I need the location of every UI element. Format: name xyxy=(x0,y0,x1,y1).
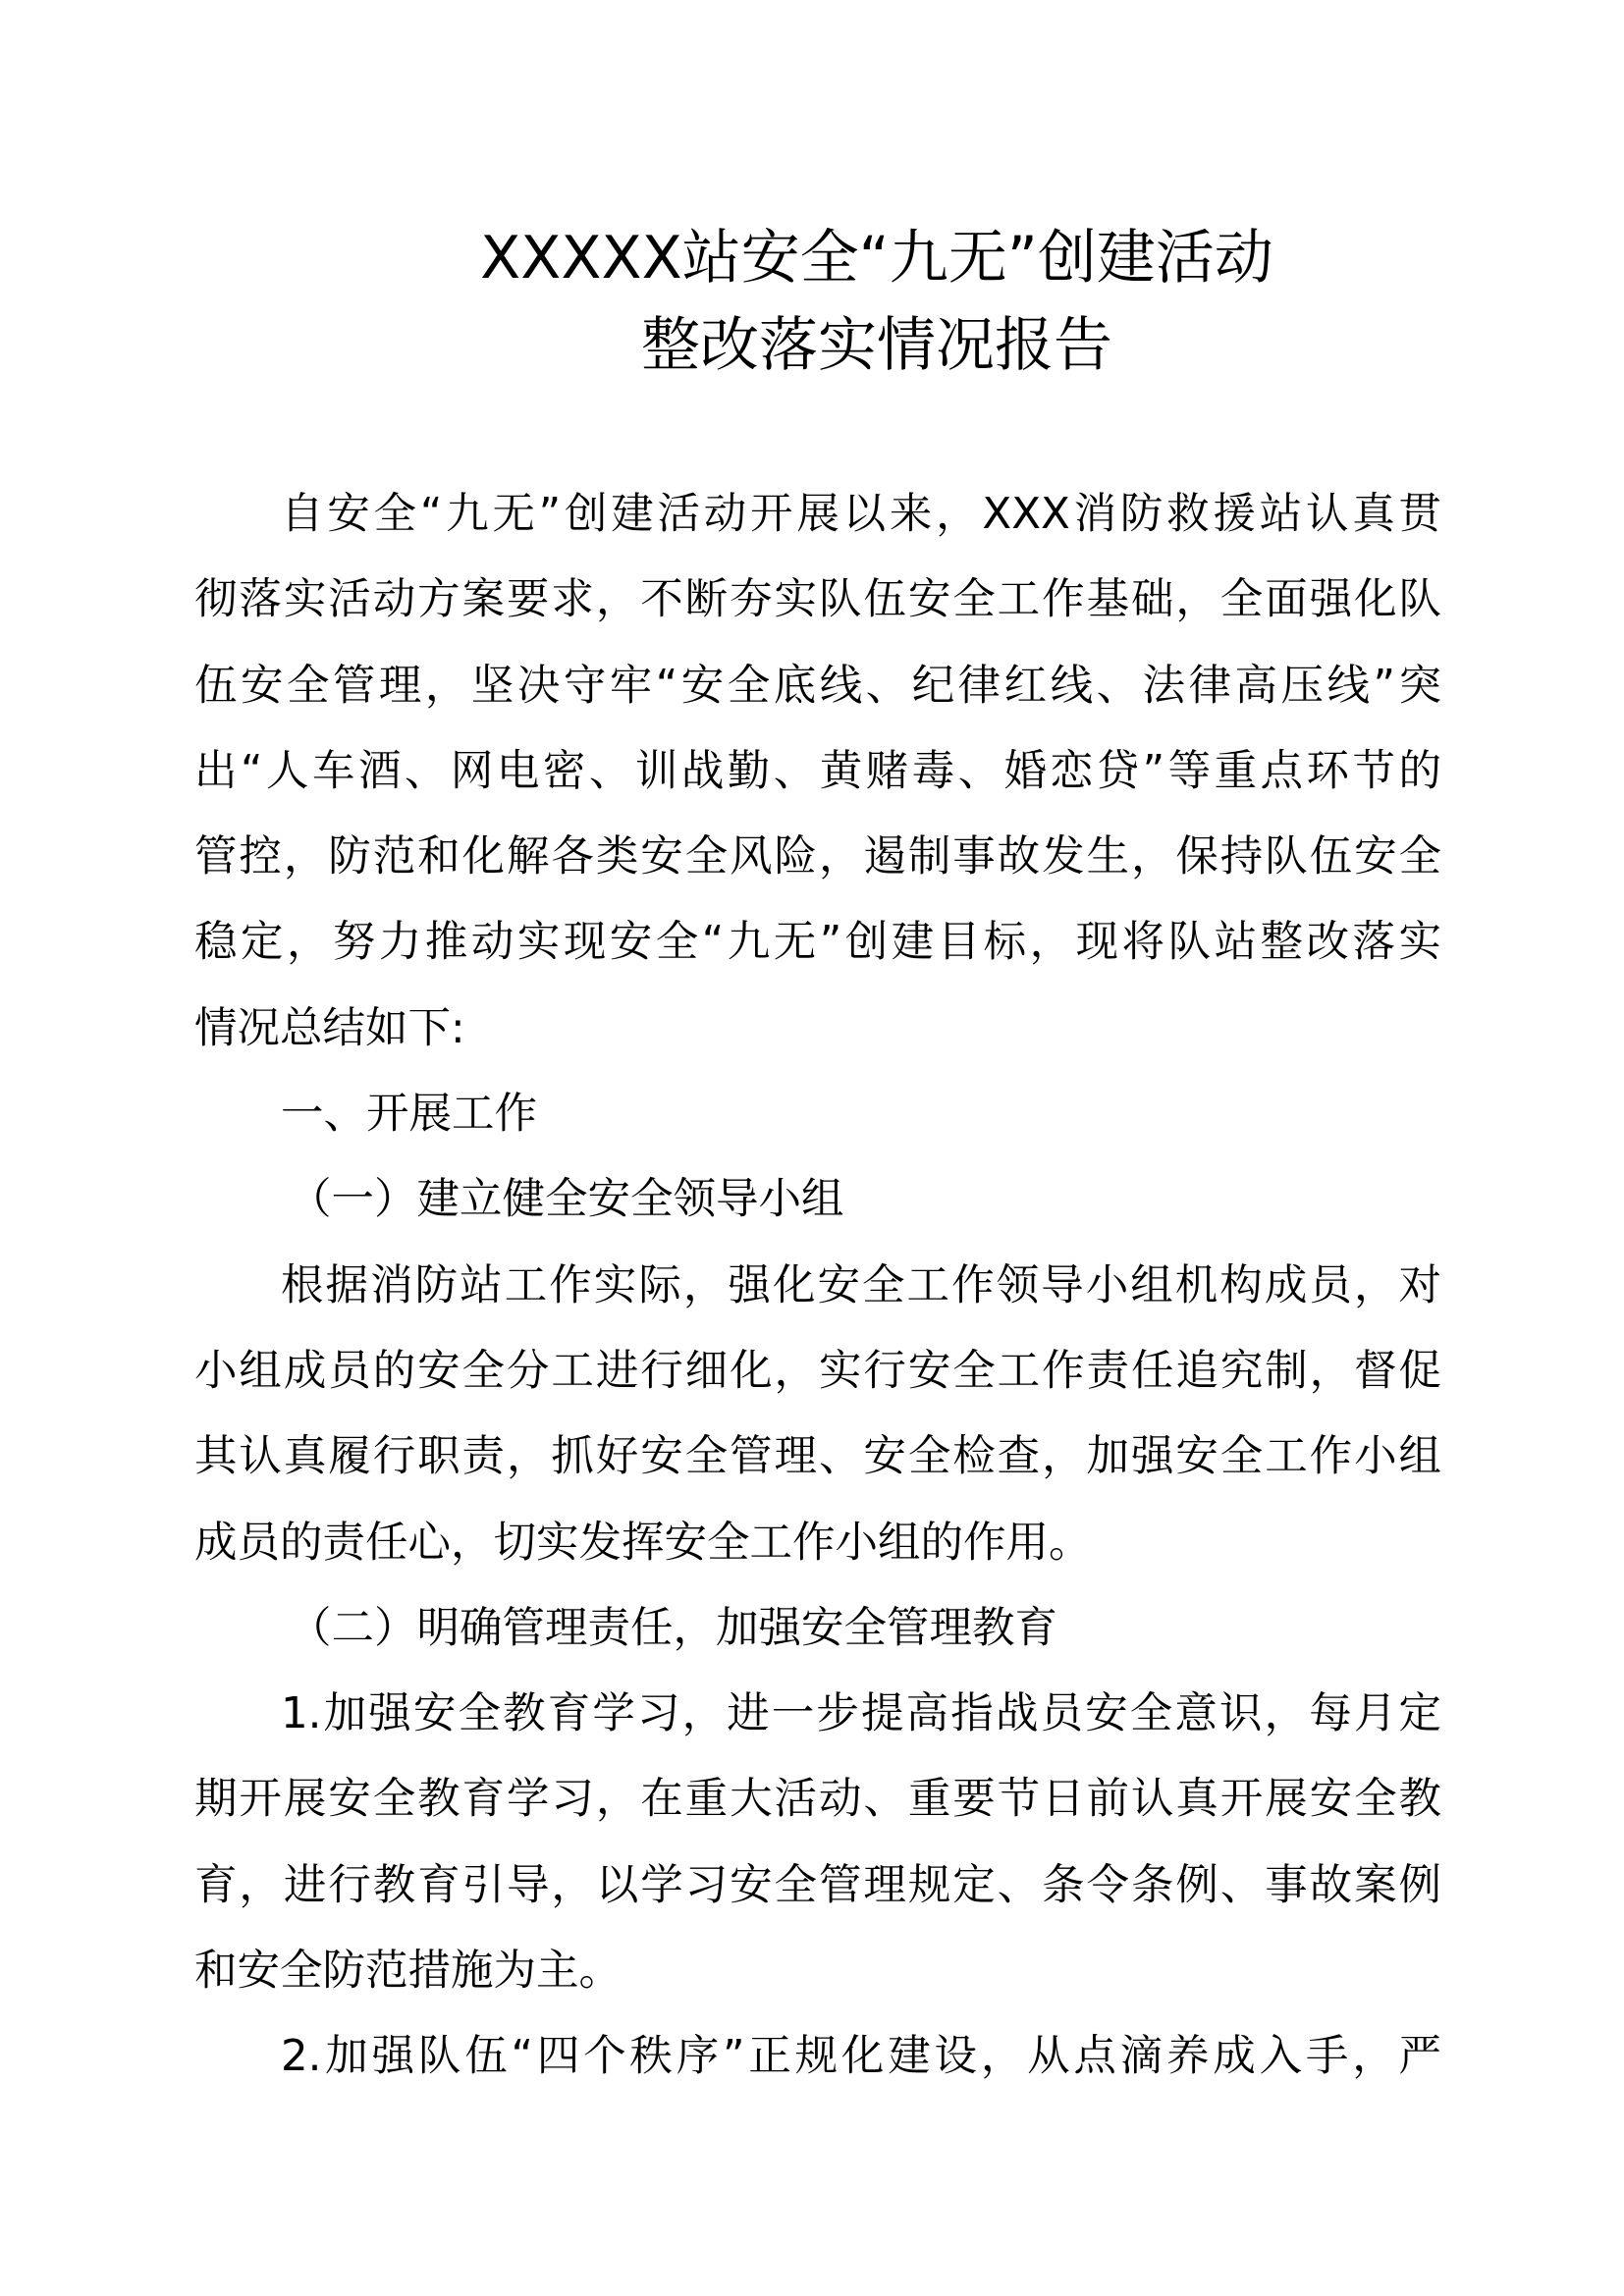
subsection-heading-1: （一）建立健全安全领导小组 xyxy=(289,1175,844,1225)
text-line: 1.加强安全教育学习，进一步提高指战员安全意识，每月定 xyxy=(281,1689,1441,1739)
document-title-line-2: 整改落实情况报告 xyxy=(641,311,1112,380)
text-line: 成员的责任心，切实发挥安全工作小组的作用。 xyxy=(194,1518,1092,1568)
subsection-heading-2: （二）明确管理责任，加强安全管理教育 xyxy=(289,1603,1057,1653)
paragraph-safety-education xyxy=(194,1672,1441,2014)
text-line: 根据消防站工作实际，强化安全工作领导小组机构成员，对 xyxy=(281,1260,1441,1310)
text-line: 出“人车酒、网电密、训战勤、黄赌毒、婚恋贷”等重点环节的 xyxy=(194,746,1441,796)
paragraph-leadership-group xyxy=(194,1244,1441,1586)
section-heading-1: 一、开展工作 xyxy=(281,1090,537,1140)
text-line: 期开展安全教育学习，在重大活动、重要节日前认真开展安全教 xyxy=(194,1775,1441,1825)
text-line: 情况总结如下: xyxy=(194,1003,465,1053)
text-line: 稳定，努力推动实现安全“九无”创建目标，现将队站整改落实 xyxy=(194,918,1441,968)
document-title-line-1: XXXXX站安全“九无”创建活动 xyxy=(480,224,1273,293)
text-line: 其认真履行职责，抓好安全管理、安全检查，加强安全工作小组 xyxy=(194,1432,1441,1482)
text-line: 自安全“九无”创建活动开展以来，XXX消防救援站认真贯 xyxy=(281,490,1441,539)
text-line: 育，进行教育引导，以学习安全管理规定、条令条例、事故案例 xyxy=(194,1860,1441,1910)
paragraph-four-orders xyxy=(194,2014,1441,2100)
text-line: 伍安全管理，坚决守牢“安全底线、纪律红线、法律高压线”突 xyxy=(194,661,1441,711)
paragraph-intro xyxy=(194,472,1441,1072)
text-line: 管控，防范和化解各类安全风险，遏制事故发生，保持队伍安全 xyxy=(194,832,1441,882)
document-body xyxy=(194,472,1441,2101)
text-line: 和安全防范措施为主。 xyxy=(194,1947,622,1997)
text-line: 小组成员的安全分工进行细化，实行安全工作责任追究制，督促 xyxy=(194,1346,1441,1396)
text-line: 彻落实活动方案要求，不断夯实队伍安全工作基础，全面强化队 xyxy=(194,575,1441,625)
text-line: 2.加强队伍“四个秩序”正规化建设，从点滴养成入手，严 xyxy=(281,2032,1441,2082)
